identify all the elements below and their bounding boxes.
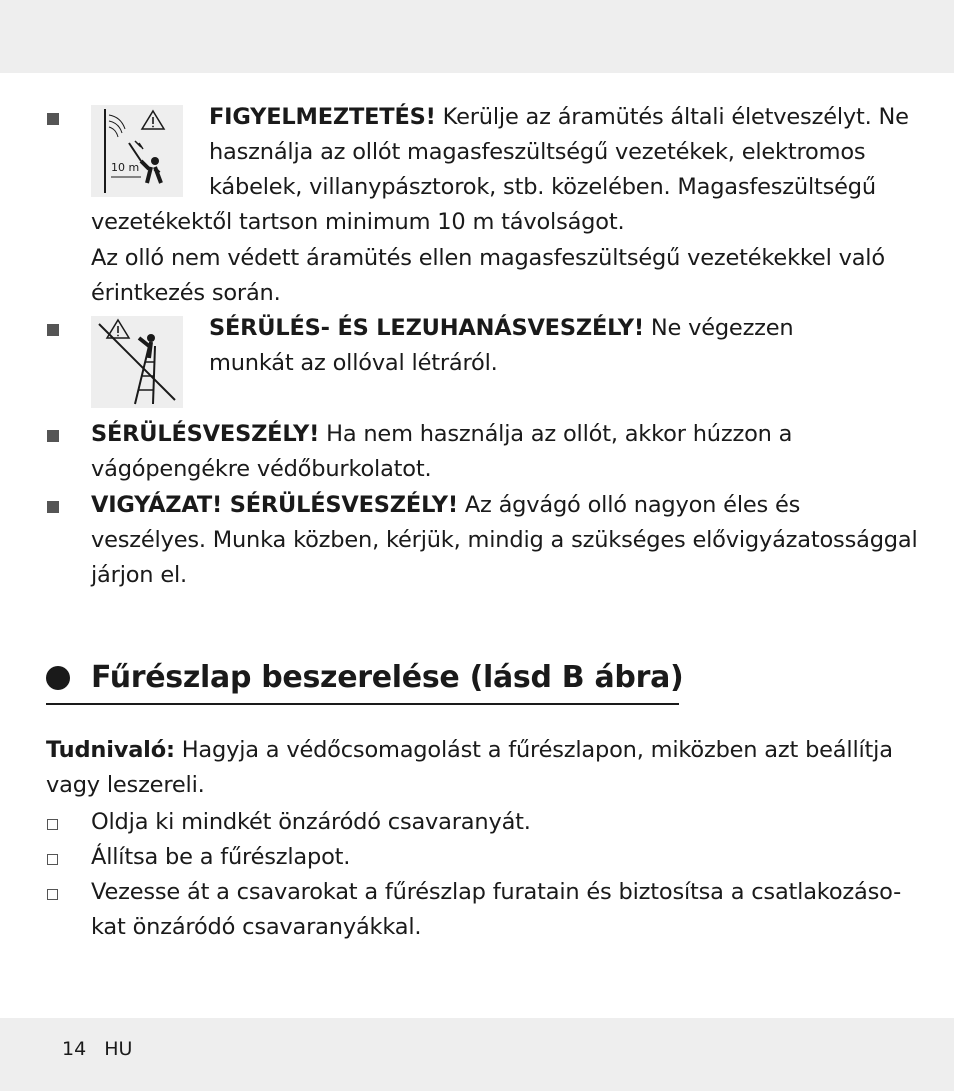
warning-line: VIGYÁZAT! SÉRÜLÉSVESZÉLY! Az ágvágó olló nagyon éles és <box>91 492 801 518</box>
section-heading: Fűrészlap beszerelése (lásd B ábra) <box>91 660 684 695</box>
page-number: 14 <box>62 1038 87 1060</box>
step-text: Oldja ki mindkét önzáródó csavaranyát. <box>91 809 531 835</box>
page-footer <box>62 1038 150 1060</box>
bullet <box>47 430 59 442</box>
step-text: Állítsa be a fűrészlapot. <box>91 844 351 870</box>
step-checkbox <box>47 889 58 900</box>
heading-underline <box>46 703 679 705</box>
warning-title: SÉRÜLÉSVESZÉLY! <box>91 421 320 447</box>
warning-line: vágópengékre védőburkolatot. <box>91 456 432 482</box>
step-checkbox <box>47 819 58 830</box>
bullet <box>47 324 59 336</box>
bullet <box>47 501 59 513</box>
warning-line: használja az ollót magasfeszültségű vezetékek, elektromos <box>209 139 866 165</box>
warning-title: SÉRÜLÉS- ÉS LEZUHANÁSVESZÉLY! <box>209 315 644 341</box>
note-line: vagy leszereli. <box>46 772 205 798</box>
step-text: kat önzáródó csavaranyákkal. <box>91 914 422 940</box>
heading-bullet <box>46 666 70 690</box>
step-checkbox <box>47 854 58 865</box>
note-label: Tudnivaló: <box>46 737 175 763</box>
warning-line: FIGYELMEZTETÉS! Kerülje az áramütés általi életveszélyt. Ne <box>209 104 909 130</box>
warning-line: kábelek, villanypásztorok, stb. közelében. Magasfeszültségű <box>209 174 876 200</box>
warning-line: SÉRÜLÉS- ÉS LEZUHANÁSVESZÉLY! Ne végezzen <box>209 315 794 341</box>
note-line: Tudnivaló: Hagyja a védőcsomagolást a fűrészlapon, miközben azt beállítja <box>46 737 893 763</box>
step-text: Vezesse át a csavarokat a fűrészlap furatain és biztosítsa a csatlakozáso- <box>91 879 902 905</box>
header-band <box>0 0 954 73</box>
warning-line: járjon el. <box>91 562 187 588</box>
warning-line: vezetékektől tartson minimum 10 m távolságot. <box>91 209 625 235</box>
warning-line: SÉRÜLÉSVESZÉLY! Ha nem használja az ollót, akkor húzzon a <box>91 421 793 447</box>
warning-line: érintkezés során. <box>91 280 281 306</box>
language-code: HU <box>104 1038 133 1060</box>
distance-label: 10 m <box>111 161 140 174</box>
warning-line: munkát az ollóval létráról. <box>209 350 498 376</box>
warning-line: veszélyes. Munka közben, kérjük, mindig a szükséges elővigyázatossággal <box>91 527 918 553</box>
bullet <box>47 113 59 125</box>
warning-title: FIGYELMEZTETÉS! <box>209 104 436 130</box>
high-voltage-distance-icon <box>91 105 183 197</box>
warning-title: VIGYÁZAT! SÉRÜLÉSVESZÉLY! <box>91 492 458 518</box>
warning-line: Az olló nem védett áramütés ellen magasfeszültségű vezetékekkel való <box>91 245 885 271</box>
ladder-warning-icon <box>91 316 183 408</box>
